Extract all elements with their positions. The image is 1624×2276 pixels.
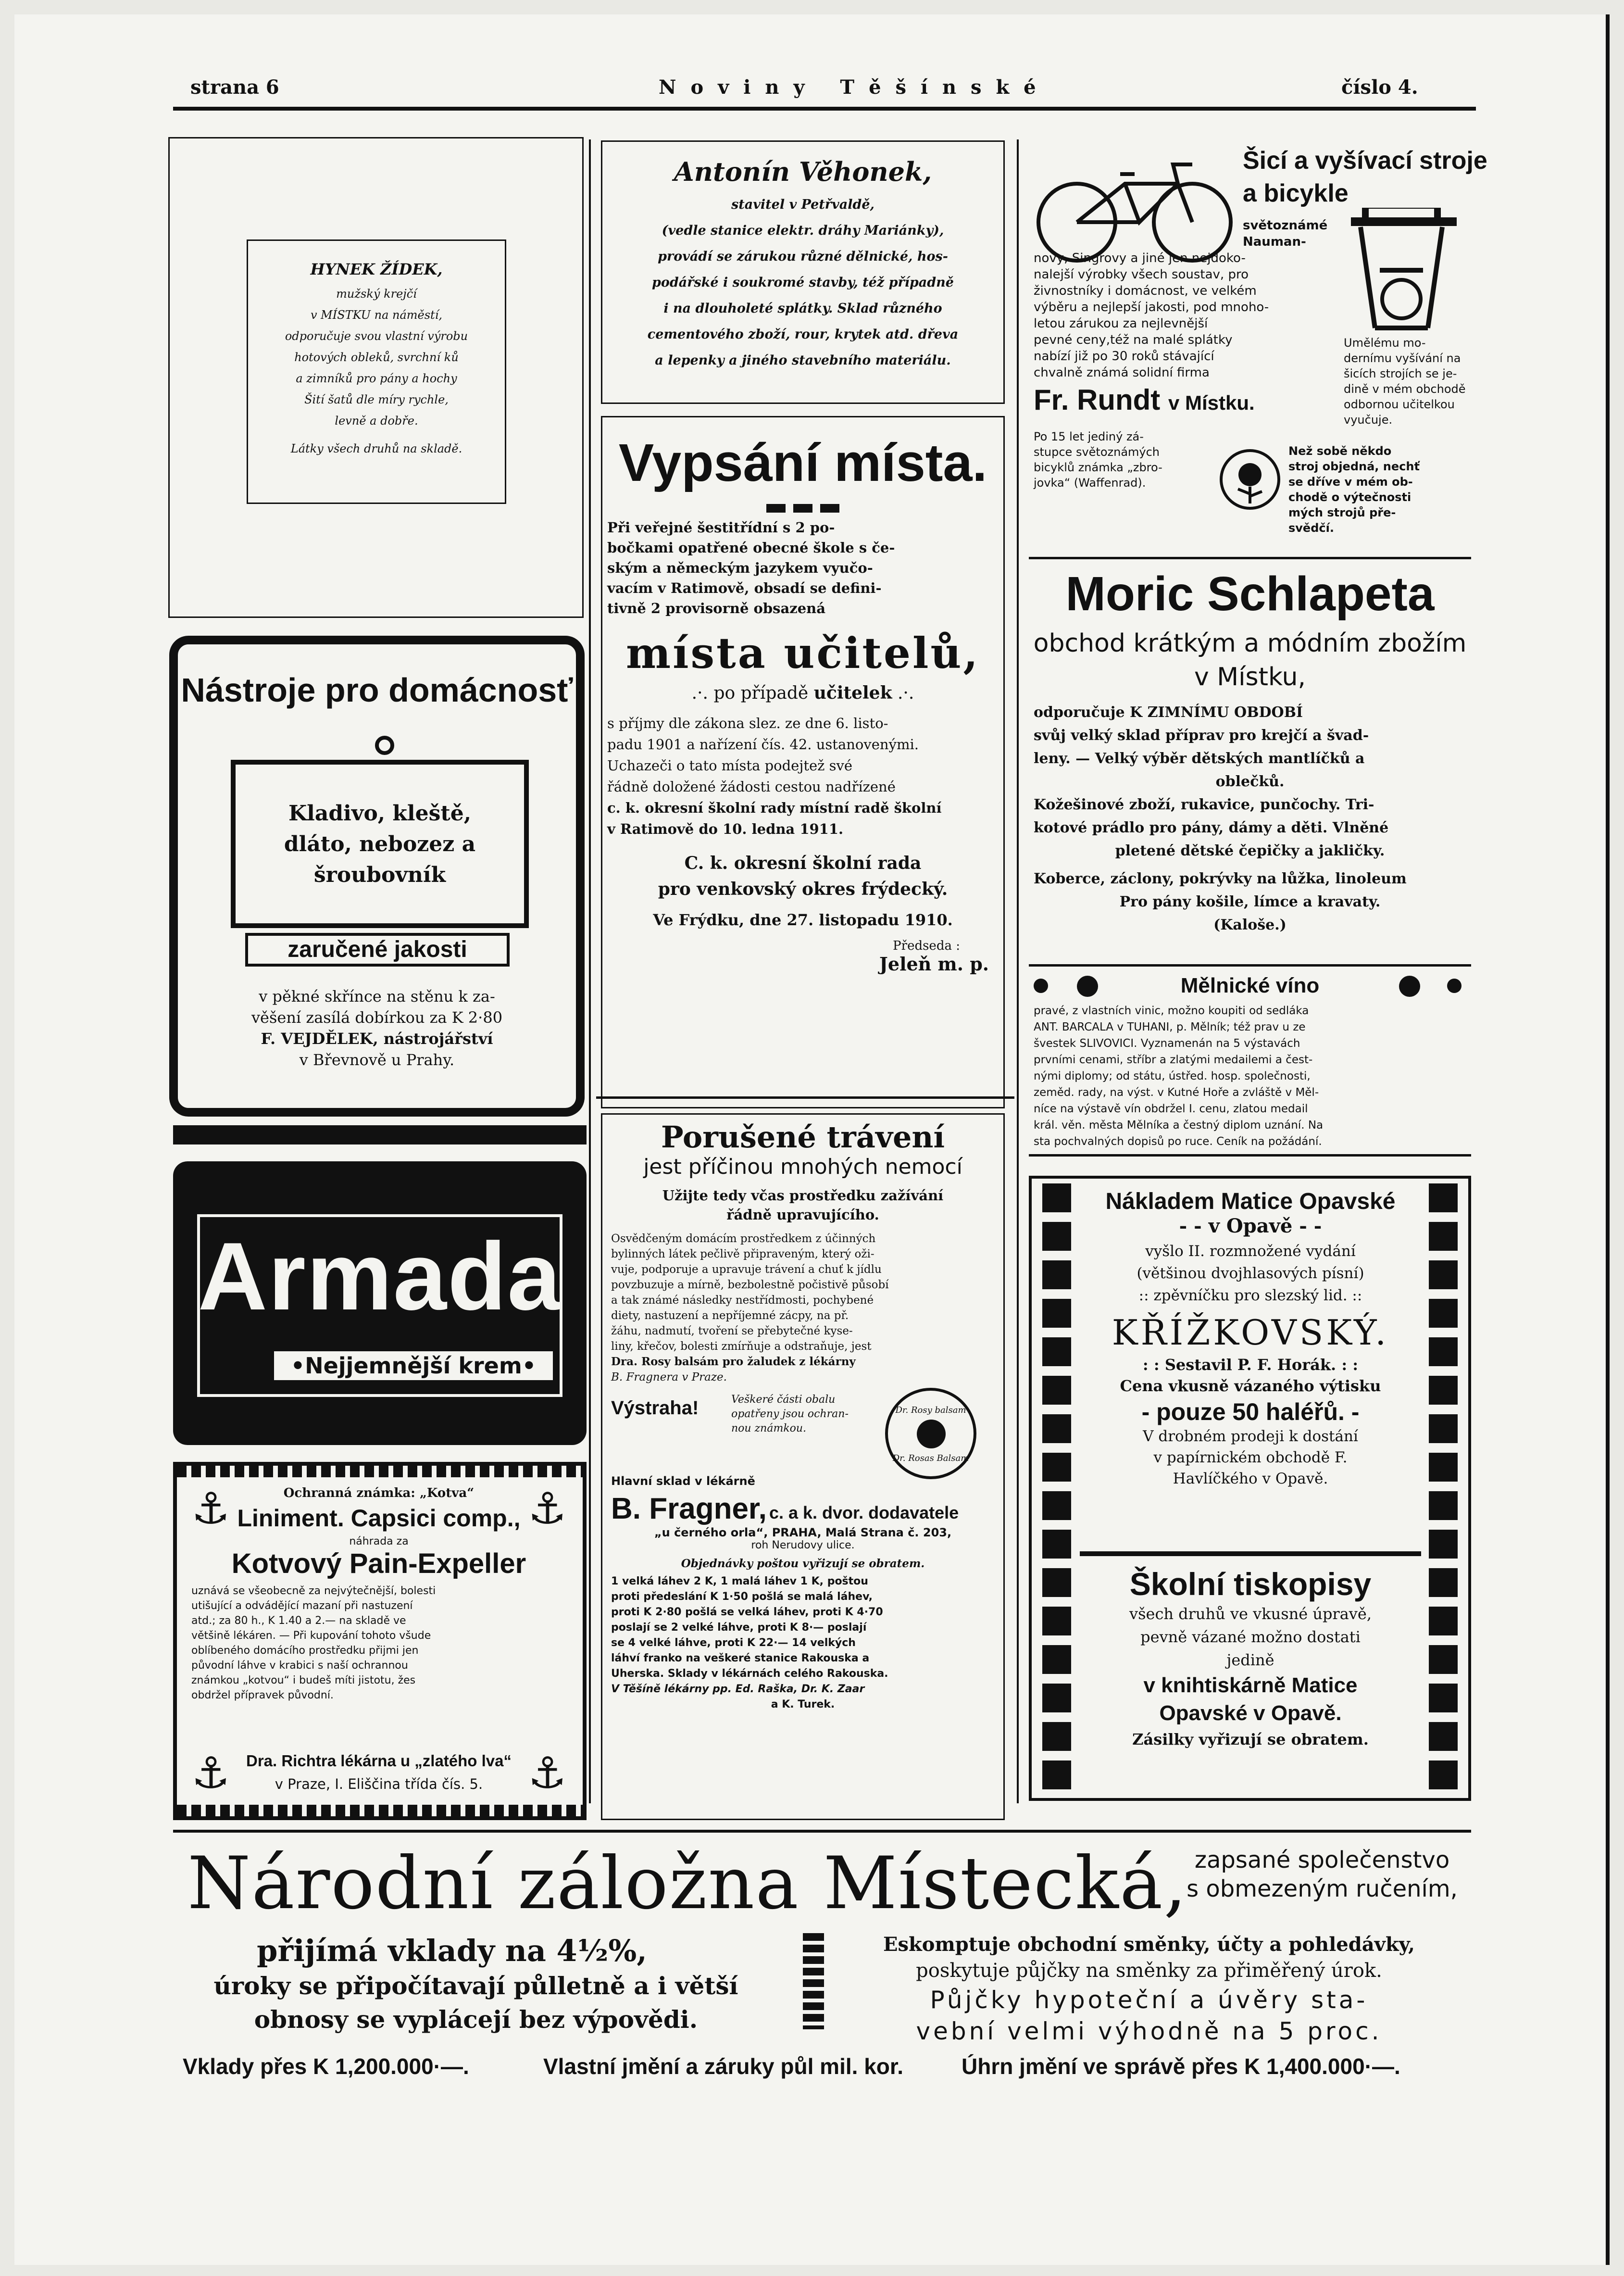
vypsani-chair: Jeleň m. p.	[879, 953, 989, 975]
fragner-orders: Objednávky poštou vyřizují se obratem.	[681, 1557, 925, 1570]
toolbox-handle-icon	[375, 736, 394, 755]
anchor-icon: ⚓	[191, 1484, 230, 1534]
grape-icon	[1077, 976, 1098, 997]
nastroje-body: v pěkné skřínce na stěnu k za- věšení zasílá dobírkou za K 2·80 F. VEJDĚLEK, nástrojářství v Břevnově u Prahy.	[251, 987, 503, 1069]
melnicke-title: Mělnické víno	[1180, 974, 1320, 997]
vypsani-ornament	[607, 504, 999, 513]
matice-compiled: : : Sestavil P. F. Horák. : :	[1142, 1356, 1359, 1374]
nastroje-quality: zaručené jakosti	[245, 933, 510, 967]
bottom-rule	[173, 1830, 1471, 1833]
fragner-seal-top: Dr. Rosy balsam	[895, 1405, 966, 1415]
zidek-text: mužský krejčí v MÍSTKU na náměstí, odporučuje svou vlastní výrobu hotových obleků, svrchní ků a zimníků pro pány a hochy Šití šatů dle míry rychle, levně a dobře. Látky všech druhů na skladě.	[285, 287, 468, 455]
vypsani-ad	[601, 416, 1005, 1108]
bicycle-col-text: světoznámé Nauman-	[1243, 218, 1328, 249]
zidek-name: HYNEK ŽÍDEK,	[310, 260, 443, 278]
armada-ad	[173, 1161, 587, 1445]
vypsani-bottom-rule	[596, 1096, 1014, 1099]
bicycle-ad	[1029, 140, 1487, 544]
vypsani-intro: Při veřejné šestitřídní s 2 po- bočkami opatřené obecné škole s če- ským a německým jazykem vyučo- vacím v Ratimově, obsadí se defini- tivně 2 provisorně obsazená	[607, 519, 895, 616]
bicycle-bottom-right: Než sobě někdo stroj objedná, nechť se dříve v mém ob- chodě o výtečnosti mých strojů pře- svědčí.	[1288, 444, 1420, 535]
zalozna-interest2: obnosy se vyplácejí bez výpovědi.	[254, 2005, 698, 2034]
melnicke-body: pravé, z vlastních vinic, možno koupiti od sedláka ANT. BARCALA v TUHANI, p. Mělník; též prav u ze švestek SLIVOVICI. Vyznamenán na 5 výstavách prvními cenami, stříbr a zlatými medailemi a čest- nými diplomy; od státu, ústřed. hosp. společnosti, zeměd. rady, na výst. v Kutné Hoře a zvláště v Měl- níce na výstavě vín obdržel I. cenu, zlatou medail král. věn. města Mělníka a čestný diplom uznání. Na sta pochvalných dopisů po ruce. Ceník na požádání.	[1034, 1005, 1324, 1148]
schlapeta-line1: obchod krátkým a módním zbožím	[1033, 629, 1467, 658]
grape-icon	[1034, 979, 1048, 993]
vypsani-office: C. k. okresní školní rada pro venkovský okres frýdecký.	[658, 853, 948, 899]
matice-price: - pouze 50 haléřů. -	[1141, 1398, 1360, 1425]
kotva-product: Kotvový Pain-Expeller	[231, 1548, 526, 1579]
kotva-address: v Praze, I. Eliščina třída čís. 5.	[275, 1776, 483, 1792]
vypsani-body: s příjmy dle zákona slez. ze dne 6. listo- padu 1901 a nařízení čís. 42. ustanovenými. Uchazeči o tato místa podejtež své řádně doložené žádosti cestou nadřízené c. k. okresní školní rady místní radě školní v Ratimově do 10. ledna 1911.	[607, 715, 942, 837]
toolbox-illustration	[231, 760, 529, 928]
schlapeta-line2: v Místku,	[1194, 663, 1306, 692]
bicycle-title: Šicí a vyšívací stroje	[1243, 147, 1487, 175]
matice-left-border	[1042, 1183, 1071, 1793]
fragner-firm-row	[611, 1492, 995, 1526]
tiskopisy-where: v knihtiskárně Matice Opavské v Opavě.	[1143, 1673, 1358, 1725]
vehonek-text: stavitel v Petřvaldě, (vedle stanice elektr. dráhy Mariánky), provádí se zárukou různé dělnické, hos- podářské i soukromé stavby, též případně i na dlouholeté splátky. Sklad různého cementového zboží, rour, krytek atd. dřeva a lepenky a jiného stavebního materiálu.	[647, 197, 959, 368]
newspaper-title: N o v i n y T ě š í n s k é	[659, 76, 1040, 99]
melnicke-title-row	[1034, 974, 1466, 998]
rose-emblem-icon	[1219, 448, 1281, 511]
kotva-pharmacy: Dra. Richtra lékárna u „zlatého lva“	[246, 1752, 512, 1770]
grape-icon	[1447, 979, 1462, 993]
zidek-ad	[168, 137, 584, 618]
zalozna-title: Národní záložna Místecká,	[187, 1842, 1188, 1925]
schlapeta-ad	[1029, 557, 1471, 951]
tiskopisy-title: Školní tiskopisy	[1129, 1566, 1372, 1602]
vypsani-title: Vypsání místa.	[618, 433, 987, 492]
vehonek-ad	[601, 140, 1005, 404]
melnicke-ad	[1029, 964, 1471, 1157]
kotva-border-bottom	[177, 1805, 583, 1816]
fragner-lead: Užijte tedy včas prostředku zažívání řádně upravujícího.	[662, 1187, 944, 1223]
anchor-icon: ⚓	[528, 1484, 567, 1534]
tiskopisy-footer: Zásilky vyřizují se obratem.	[1132, 1730, 1369, 1748]
kotva-name: Liniment. Capsici comp.,	[237, 1505, 521, 1532]
page-number: strana 6	[190, 76, 279, 99]
fragner-body: Osvědčeným domácím prostředkem z účinných bylinných látek pečlivě připraveným, který oži- vuje, podporuje a upravuje trávení a chuť k jídlu povzbuzuje a mírně, bezbolestně počistivě působí a tak známé následky nestřídmosti, pochybené diety, nastuzení a nepříjemné zácpy, na př. žáhu, nadmutí, tvoření se přebytečné kyse- liny, křečov, bolesti zmírňuje a odstraňuje, jest Dra. Rosy balsám pro žaludek z lékárny B. Fragnera v Praze.	[611, 1232, 889, 1383]
issue-number: číslo 4.	[1341, 76, 1418, 99]
matice-price-line: Cena vkusně vázaného výtisku	[1120, 1377, 1381, 1395]
matice-ad	[1029, 1176, 1471, 1801]
vehonek-name: Antonín Věhonek,	[674, 156, 932, 187]
vypsani-date: Ve Frýdku, dne 27. listopadu 1910.	[653, 911, 953, 929]
vypsani-subtitle: .·. po případě učitelek .·.	[691, 683, 914, 703]
bicycle-illustration	[1034, 150, 1236, 265]
fragner-warning-text: Veškeré části obalu opatřeny jsou ochran- nou známkou.	[731, 1394, 849, 1434]
fragner-depot: Hlavní sklad v lékárně	[611, 1474, 755, 1488]
bicycle-body: novy, Singrovy a jiné jen nejdoko- nalejší výrobky všech soustav, pro živnostníky i domácnost, ve velkém výběru a nejlepší jakosti, pod mnoho- letou zárukou za nejlevnější pevné ceny,též na malé splátky nabízí již po 30 roků stávající chvalně známá solidní firma	[1034, 251, 1269, 380]
grape-icon	[1399, 976, 1420, 997]
zalozna-right3: Půjčky hypoteční a úvěry sta-	[930, 1986, 1368, 2014]
tiskopisy-body: všech druhů ve vkusné úpravě, pevně vázané možno dostati jedině	[1129, 1605, 1372, 1669]
fragner-address2: roh Nerudovy ulice.	[751, 1539, 855, 1551]
anchor-icon: ⚓	[191, 1748, 230, 1798]
newspaper-page	[14, 14, 1610, 2265]
fragner-firm: B. Fragner,	[611, 1492, 767, 1525]
fragner-ad	[601, 1113, 1005, 1820]
schlapeta-body: odporučuje K ZIMNÍMU OBDOBÍ svůj velký sklad příprav pro krejčí a švad- leny. — Velký výběr dětských mantlíčků a oblečků. Kožešinové zboží, rukavice, punčochy. Tri- kotové prádlo pro pány, dámy a děti. Vlněné pletené dětské čepičky a jakličky. Koberce, záclony, pokrývky na lůžka, linoleum Pro pány košile, límce a kravaty. (Kaloše.)	[1034, 704, 1407, 933]
nastroje-title: Nástroje pro domácnosť	[181, 671, 573, 709]
zalozna-reg1: zapsané společenstvo	[1194, 1847, 1450, 1874]
zalozna-ad	[173, 1837, 1471, 2087]
bicycle-embroidery-text: Umělému mo- dernímu vyšívání na šicích strojích se je- dině v mém obchodě odbornou učitelkou vyučuje.	[1344, 336, 1466, 427]
column-divider	[1017, 139, 1019, 1803]
kotva-border-top	[177, 1466, 583, 1477]
matice-divider	[1080, 1551, 1421, 1556]
fragner-title2: jest příčinou mnohých nemocí	[643, 1155, 962, 1179]
armada-slogan: •Nejjemnější krem•	[274, 1351, 553, 1380]
schlapeta-rule	[1029, 557, 1471, 559]
sewing-machine-illustration	[1346, 208, 1462, 333]
header-rule	[173, 107, 1476, 111]
schlapeta-name: Moric Schlapeta	[1065, 567, 1435, 621]
column-divider	[589, 139, 591, 1803]
fragner-prices: 1 velká láhev 2 K, 1 malá láhev 1 K, poštou proti předeslání K 1·50 pošlá se malá láhev, proti K 2·80 pošlá se velká láhev, proti K 4·70 poslají se 2 velké láhve, proti K 8·— poslají se 4 velké láhve, proti K 22·— 14 velkých láhví franko na veškeré stanice Rakouska a Uherska. Sklady v lékárnách celého Rakouska. V Těšíně lékárny pp. Ed. Raška, Dr. K. Zaar a K. Turek.	[611, 1575, 888, 1710]
zalozna-right1: Eskomptuje obchodní směnky, účty a pohledávky,	[883, 1933, 1415, 1956]
zalozna-interest1: úroky se připočítavají půlletně a i větší	[213, 1972, 738, 2000]
matice-sub: - - v Opavě - -	[1179, 1215, 1322, 1237]
kotva-body: uznává se všeobecně za nejvýtečnější, bolesti utišující a odvádějící mazaní při nastuzení atd.; za 80 h., K 1.40 a 2.— na skladě ve většině lékáren. — Při kupování tohoto všude oblíbeného domácího prostředku přijmi jen původní láhve v krabici s naší ochrannou známkou „kotvou“ i budeš míti jistotu, žes obdržel přípravek původní.	[191, 1585, 436, 1701]
toolbox-contents: Kladivo, kleště, dláto, nebozez a šroubovník	[284, 801, 476, 887]
bicycle-firm: Fr. Rundt v Místku.	[1034, 384, 1255, 416]
kotva-ad	[173, 1462, 587, 1820]
zalozna-reg2: s obmezeným ručením,	[1187, 1875, 1458, 1902]
melnicke-bottom-rule	[1029, 1154, 1471, 1157]
fragner-seal-bottom: Dr. Rosas Balsam	[892, 1453, 969, 1463]
matice-right-border	[1429, 1183, 1458, 1793]
fragner-address: „u černého orla“, PRAHA, Malá Strana č. 203,	[654, 1526, 952, 1539]
bicycle-bottom-left: Po 15 let jediný zá- stupce světoznámých bicyklů známka „zbro- jovka“ (Waffenrad).	[1034, 430, 1162, 490]
anchor-icon: ⚓	[528, 1748, 567, 1798]
vypsani-chair-label: Předseda :	[893, 939, 960, 953]
matice-name: KŘÍŽKOVSKÝ.	[1112, 1312, 1389, 1353]
melnicke-rule	[1029, 964, 1471, 967]
tiskopisy-content	[1080, 1566, 1421, 1748]
zalozna-right2: poskytuje půjčky na směnky za přiměřený úrok.	[916, 1960, 1382, 1982]
kotva-instead: náhrada za	[349, 1535, 409, 1547]
armada-brand: Armada	[198, 1223, 562, 1330]
zalozna-right4: vební velmi výhodně na 5 proc.	[916, 2017, 1382, 2045]
fragner-warning-row	[611, 1388, 995, 1465]
matice-title: Nákladem Matice Opavské	[1105, 1189, 1396, 1214]
matice-body: vyšlo II. rozmnožené vydání (většinou dvojhlasových písní) :: zpěvníčku pro slezský lid. ::	[1137, 1243, 1364, 1304]
zalozna-own-capital: Vlastní jmění a záruky půl mil. kor.	[543, 2054, 904, 2079]
fragner-firm-sub: c. a k. dvor. dodavatele	[769, 1503, 959, 1522]
bicycle-title-2: a bicykle	[1243, 179, 1349, 207]
zalozna-deposits: Vklady přes K 1,200.000·—.	[183, 2054, 469, 2079]
zalozna-accepts: přijímá vklady na 4½%,	[257, 1933, 647, 1968]
matice-sale: V drobném prodeji k dostání v papírnickém obchodě F. Havlíčkého v Opavě.	[1143, 1428, 1358, 1487]
armada-top-bar	[173, 1125, 587, 1144]
nastroje-ad	[169, 636, 585, 1117]
fragner-seal-eagle-icon	[917, 1420, 946, 1448]
fragner-warning: Výstraha!	[611, 1397, 699, 1419]
kotva-trademark: Ochranná známka: „Kotva“	[283, 1486, 475, 1500]
fragner-seal	[885, 1388, 976, 1479]
zalozna-total: Úhrn jmění ve správě přes K 1,400.000·—.	[962, 2054, 1400, 2079]
fragner-title: Porušené trávení	[661, 1119, 945, 1155]
zalozna-ornament	[803, 1933, 824, 2029]
zidek-inner-box	[247, 239, 506, 504]
vypsani-positions: místa učitelů,	[625, 628, 980, 678]
matice-content	[1080, 1188, 1421, 1489]
